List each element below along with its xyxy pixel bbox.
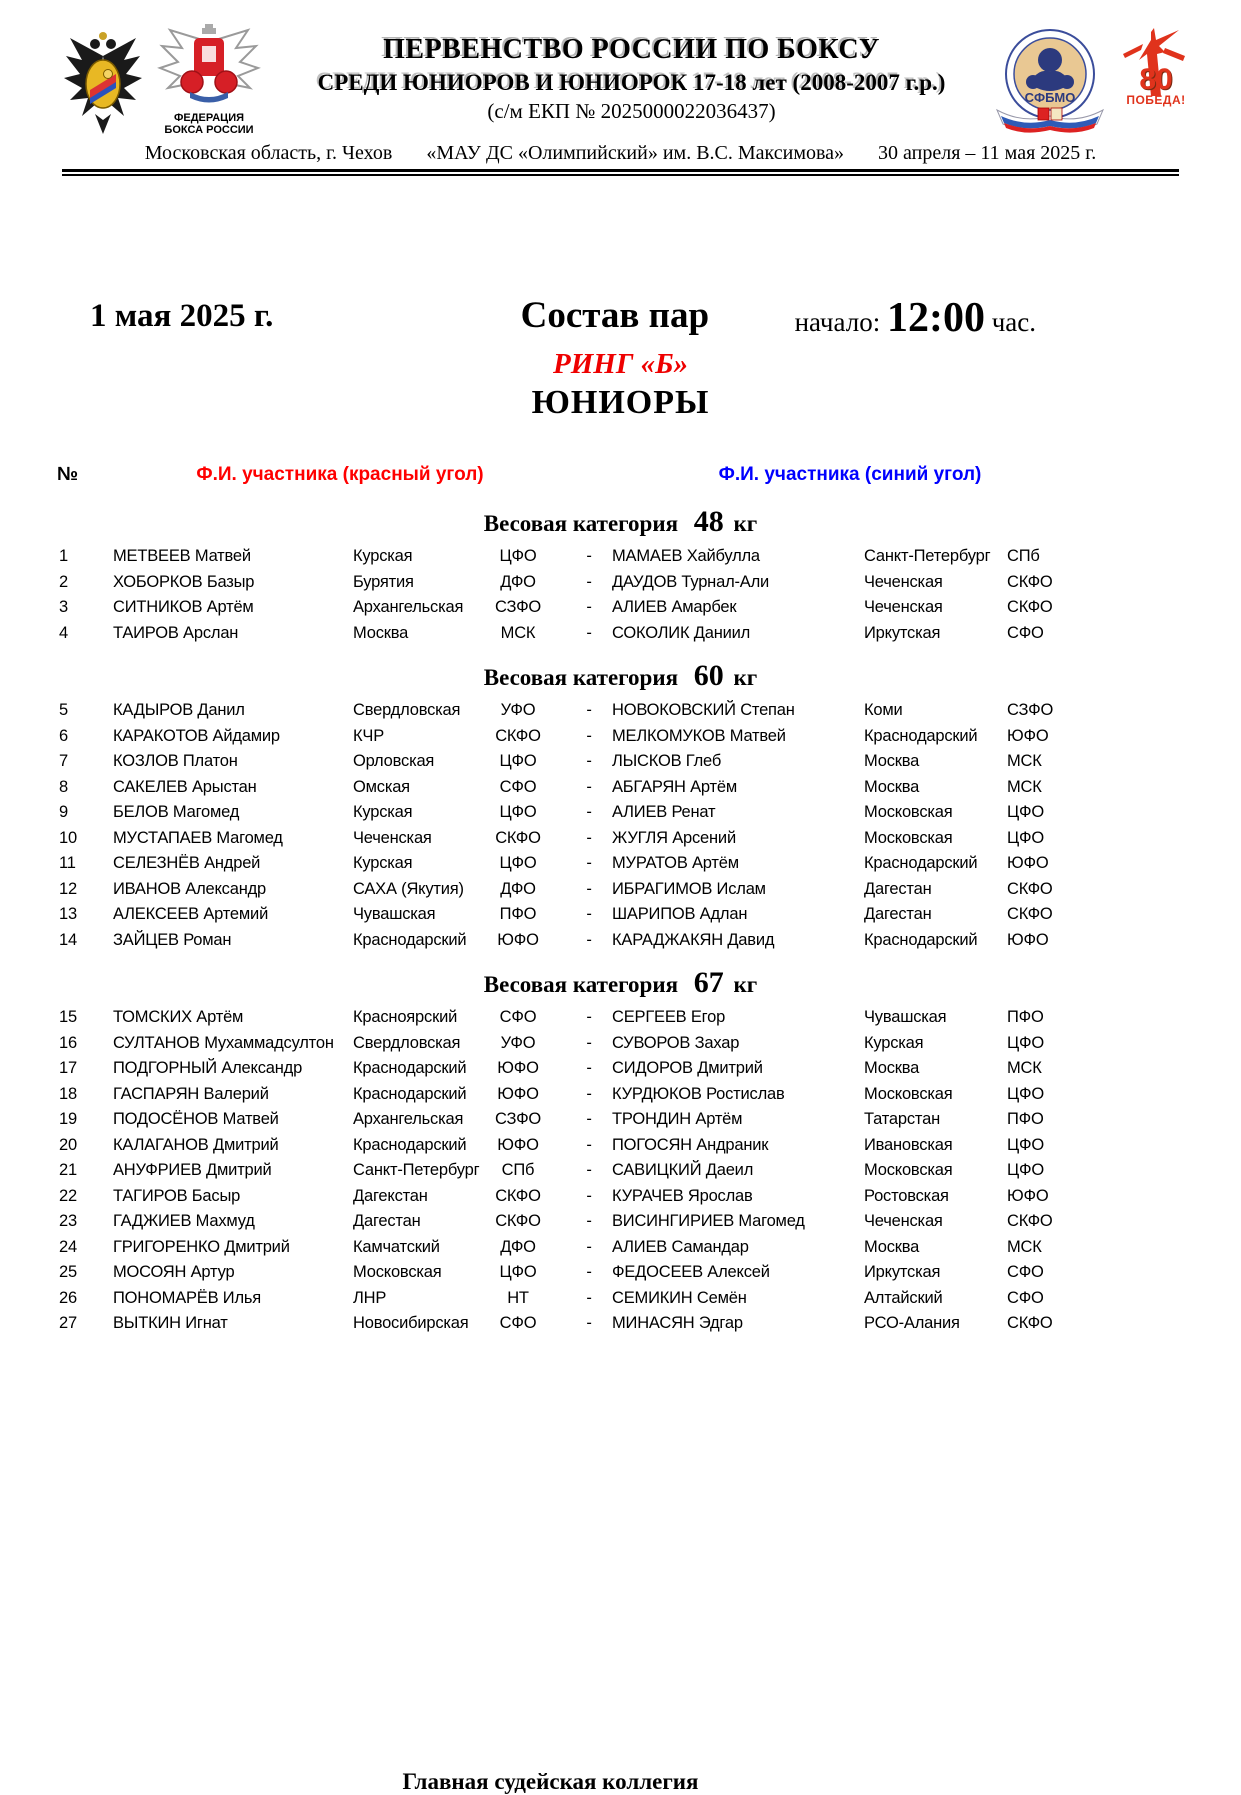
vs-dash: - [586, 547, 592, 566]
red-fighter-region: Чувашская [353, 905, 436, 924]
title-block [277, 26, 986, 124]
blue-fighter-district: ПФО [1007, 1008, 1044, 1027]
red-fighter-name: ГАСПАРЯН Валерий [113, 1084, 269, 1103]
red-fighter-name: КАЛАГАНОВ Дмитрий [113, 1135, 279, 1154]
pair-number: 21 [59, 1161, 77, 1180]
blue-fighter-name: КАРАДЖАКЯН Давид [612, 930, 775, 949]
pair-number: 10 [59, 828, 77, 847]
blue-fighter-region: Московская [864, 828, 953, 847]
red-fighter-district: ЮФО [497, 930, 539, 949]
blue-fighter-name: АЛИЕВ Амарбек [612, 598, 737, 617]
vs-dash: - [586, 752, 592, 771]
blue-fighter-name: АЛИЕВ Ренат [612, 803, 716, 822]
pair-row [0, 826, 1241, 852]
red-fighter-region: КЧР [353, 726, 385, 745]
pair-number: 26 [59, 1288, 77, 1307]
blue-fighter-region: Алтайский [864, 1288, 943, 1307]
blue-fighter-name: ЖУГЛЯ Арсений [612, 828, 736, 847]
vs-dash: - [586, 828, 592, 847]
red-fighter-name: АНУФРИЕВ Дмитрий [113, 1161, 272, 1180]
red-fighter-district: СЗФО [494, 598, 542, 617]
vs-dash: - [586, 1314, 592, 1333]
vs-dash: - [586, 803, 592, 822]
pair-number: 11 [59, 854, 76, 873]
blue-fighter-region: Краснодарский [864, 726, 978, 745]
blue-fighter-region: Татарстан [864, 1110, 940, 1129]
red-fighter-name: МУСТАПАЕВ Магомед [113, 828, 283, 847]
red-fighter-region: Московская [353, 1263, 442, 1282]
red-fighter-district: УФО [500, 1033, 536, 1052]
pair-row [0, 570, 1241, 596]
blue-fighter-district: ЦФО [1007, 1084, 1044, 1103]
red-fighter-name: СИТНИКОВ Артём [113, 598, 254, 617]
blue-fighter-name: МЕЛКОМУКОВ Матвей [612, 726, 786, 745]
header-logos-right [986, 26, 1191, 136]
blue-fighter-name: ПОГОСЯН Андраник [612, 1135, 769, 1154]
pair-number: 23 [59, 1212, 77, 1231]
blue-fighter-district: ПФО [1007, 1110, 1044, 1129]
vs-dash: - [586, 1263, 592, 1282]
blue-fighter-region: Иркутская [864, 1263, 941, 1282]
red-fighter-region: Краснодарский [353, 1059, 467, 1078]
vs-dash: - [586, 854, 592, 873]
red-fighter-name: СУЛТАНОВ Мухаммадсултон [113, 1033, 334, 1052]
category-label: Весовая категория [483, 972, 679, 997]
red-fighter-name: ТОМСКИХ Артём [113, 1008, 244, 1027]
red-fighter-district: ЮФО [497, 1084, 539, 1103]
blue-fighter-district: ЦФО [1007, 803, 1044, 822]
pair-number: 9 [59, 803, 68, 822]
blue-fighter-name: КУРАЧЕВ Ярослав [612, 1186, 753, 1205]
red-fighter-name: МЕТВЕЕВ Матвей [113, 547, 251, 566]
pair-row [0, 1082, 1241, 1108]
blue-fighter-district: ЮФО [1007, 854, 1049, 873]
red-fighter-region: Омская [353, 777, 410, 796]
blue-fighter-region: Коми [864, 701, 903, 720]
red-fighter-region: Краснодарский [353, 930, 467, 949]
red-fighter-region: Дагекстан [353, 1186, 428, 1205]
red-fighter-district: НТ [507, 1288, 529, 1307]
pairs-table [0, 464, 1241, 1337]
weight-value: 48 [693, 505, 724, 538]
red-fighter-region: Москва [353, 623, 409, 642]
red-fighter-name: ПОНОМАРЁВ Илья [113, 1288, 262, 1307]
federation-label: ФЕДЕРАЦИЯ БОКСА РОССИИ [164, 112, 254, 137]
blue-fighter-region: Ивановская [864, 1135, 953, 1154]
blue-fighter-region: Чеченская [864, 1212, 943, 1231]
vs-dash: - [586, 572, 592, 591]
red-fighter-name: МОСОЯН Артур [113, 1263, 235, 1282]
red-fighter-district: ЦФО [499, 1263, 537, 1282]
pair-number: 25 [59, 1263, 77, 1282]
header-logos-left [62, 26, 277, 138]
blue-fighter-name: СЕМИКИН Семён [612, 1288, 747, 1307]
pair-number: 5 [59, 701, 68, 720]
pair-number: 17 [59, 1059, 77, 1078]
pair-number: 3 [59, 598, 68, 617]
pair-row [0, 1158, 1241, 1184]
blue-fighter-district: ЦФО [1007, 1161, 1044, 1180]
pair-number: 4 [59, 623, 68, 642]
category-label: Весовая категория [483, 511, 679, 536]
pair-number: 8 [59, 777, 68, 796]
blue-fighter-district: СКФО [1007, 1314, 1053, 1333]
vs-dash: - [586, 598, 592, 617]
red-fighter-name: САКЕЛЕВ Арыстан [113, 777, 257, 796]
blue-fighter-district: ЦФО [1007, 828, 1044, 847]
red-fighter-region: Камчатский [353, 1237, 440, 1256]
pair-number: 6 [59, 726, 68, 745]
blue-fighter-region: Московская [864, 1161, 953, 1180]
weight-unit: кг [733, 665, 758, 690]
red-fighter-region: Курская [353, 803, 413, 822]
pair-row [0, 1286, 1241, 1312]
blue-fighter-district: МСК [1007, 777, 1042, 796]
red-fighter-region: Свердловская [353, 1033, 461, 1052]
blue-fighter-region: РСО-Алания [864, 1314, 960, 1333]
blue-fighter-name: ЛЫСКОВ Глеб [612, 752, 722, 771]
pair-number: 2 [59, 572, 68, 591]
red-fighter-district: ДФО [500, 1237, 536, 1256]
vs-dash: - [586, 1033, 592, 1052]
blue-fighter-region: Краснодарский [864, 930, 978, 949]
vs-dash: - [586, 1212, 592, 1231]
pair-number: 18 [59, 1084, 77, 1103]
blue-fighter-name: КУРДЮКОВ Ростислав [612, 1084, 785, 1103]
blue-fighter-region: Москва [864, 1059, 920, 1078]
weight-value: 67 [693, 966, 724, 999]
start-time-value: 12:00 [886, 295, 985, 341]
pair-number: 27 [59, 1314, 77, 1333]
pair-row [0, 1107, 1241, 1133]
red-fighter-district: УФО [500, 701, 536, 720]
blue-fighter-region: Дагестан [864, 905, 932, 924]
red-fighter-district: ПФО [499, 905, 537, 924]
red-fighter-district: ЦФО [499, 752, 537, 771]
blue-fighter-district: СФО [1007, 623, 1044, 642]
weight-category-heading [0, 505, 1241, 539]
pair-number: 22 [59, 1186, 77, 1205]
pair-row [0, 698, 1241, 724]
vs-dash: - [586, 726, 592, 745]
red-fighter-region: Курская [353, 547, 413, 566]
blue-fighter-district: СКФО [1007, 879, 1053, 898]
blue-fighter-district: МСК [1007, 1237, 1042, 1256]
red-fighter-name: ГРИГОРЕНКО Дмитрий [113, 1237, 290, 1256]
blue-corner-column-header: Ф.И. участника (синий угол) [718, 464, 982, 485]
pair-number: 20 [59, 1135, 77, 1154]
victory-80-logo [1121, 26, 1191, 136]
red-fighter-region: Архангельская [353, 598, 464, 617]
vs-dash: - [586, 1237, 592, 1256]
pair-row [0, 928, 1241, 954]
weight-value: 60 [693, 659, 724, 692]
pair-row [0, 1005, 1241, 1031]
red-fighter-name: ТАИРОВ Арслан [113, 623, 239, 642]
red-fighter-district: ЦФО [499, 547, 537, 566]
blue-fighter-name: ВИСИНГИРИЕВ Магомед [612, 1212, 805, 1231]
weight-unit: кг [733, 511, 758, 536]
vs-dash: - [586, 1161, 592, 1180]
red-fighter-district: СКФО [495, 828, 541, 847]
pair-row [0, 877, 1241, 903]
pair-row [0, 621, 1241, 647]
pair-number: 13 [59, 905, 77, 924]
pair-row [0, 800, 1241, 826]
blue-fighter-district: ЦФО [1007, 1135, 1044, 1154]
blue-fighter-district: СПб [1007, 547, 1040, 566]
red-fighter-name: ИВАНОВ Александр [113, 879, 267, 898]
pair-row [0, 1133, 1241, 1159]
weight-sections [0, 505, 1241, 1337]
pair-row [0, 775, 1241, 801]
blue-fighter-region: Чувашская [864, 1008, 947, 1027]
weight-unit: кг [733, 972, 758, 997]
blue-fighter-region: Краснодарский [864, 854, 978, 873]
blue-fighter-region: Дагестан [864, 879, 932, 898]
event-date: 1 мая 2025 г. [90, 298, 274, 334]
red-fighter-name: ХОБОРКОВ Базыр [113, 572, 255, 591]
pair-row [0, 595, 1241, 621]
blue-fighter-name: СИДОРОВ Дмитрий [612, 1059, 763, 1078]
header-divider [62, 169, 1179, 176]
blue-fighter-region: Курская [864, 1033, 924, 1052]
boxing-federation-emblem [150, 26, 268, 138]
pair-row [0, 1209, 1241, 1235]
blue-fighter-name: МУРАТОВ Артём [612, 854, 739, 873]
red-fighter-district: СФО [499, 1008, 537, 1027]
blue-fighter-district: ЮФО [1007, 726, 1049, 745]
pair-row [0, 1235, 1241, 1261]
red-fighter-name: ПОДГОРНЫЙ Александр [113, 1059, 303, 1078]
blue-fighter-region: Москва [864, 752, 920, 771]
red-fighter-district: СФО [499, 1314, 537, 1333]
red-fighter-district: СЗФО [494, 1110, 542, 1129]
red-fighter-region: Архангельская [353, 1110, 464, 1129]
vs-dash: - [586, 905, 592, 924]
blue-fighter-name: АБГАРЯН Артём [612, 777, 738, 796]
location-place: Московская область, г. Чехов [144, 142, 393, 164]
doc-title-line1: ПЕРВЕНСТВО РОССИИ ПО БОКСУ [383, 34, 880, 65]
vs-dash: - [586, 930, 592, 949]
vs-dash: - [586, 1059, 592, 1078]
blue-fighter-region: Чеченская [864, 572, 943, 591]
blue-fighter-region: Ростовская [864, 1186, 949, 1205]
red-fighter-region: ЛНР [353, 1288, 387, 1307]
pair-row [0, 724, 1241, 750]
red-fighter-district: ЦФО [499, 854, 537, 873]
red-fighter-region: Краснодарский [353, 1084, 467, 1103]
red-fighter-district: МСК [500, 623, 536, 642]
blue-fighter-name: АЛИЕВ Самандар [612, 1237, 749, 1256]
category-label: Весовая категория [483, 665, 679, 690]
document-header [0, 0, 1241, 138]
red-fighter-region: Чеченская [353, 828, 432, 847]
pair-number: 19 [59, 1110, 77, 1129]
red-fighter-region: САХА (Якутия) [353, 879, 464, 898]
pair-row [0, 544, 1241, 570]
pair-row [0, 1031, 1241, 1057]
event-title: Состав пар [520, 295, 710, 336]
pair-row [0, 1311, 1241, 1337]
red-fighter-region: Бурятия [353, 572, 414, 591]
ring-title: РИНГ «Б» [552, 348, 689, 380]
vs-dash: - [586, 1135, 592, 1154]
blue-fighter-district: МСК [1007, 1059, 1042, 1078]
red-fighter-name: БЕЛОВ Магомед [113, 803, 240, 822]
svg-text:СФБМО: СФБМО [1024, 90, 1076, 105]
start-suffix: час. [991, 307, 1036, 337]
red-fighter-region: Свердловская [353, 701, 461, 720]
red-corner-column-header: Ф.И. участника (красный угол) [196, 464, 484, 485]
blue-fighter-region: Московская [864, 1084, 953, 1103]
doc-title-line2: СРЕДИ ЮНИОРОВ И ЮНИОРОК 17-18 лет (2008-2007 г.р.) [317, 70, 946, 95]
pair-number: 15 [59, 1008, 77, 1027]
red-fighter-district: СКФО [495, 726, 541, 745]
blue-fighter-name: САВИЦКИЙ Даеил [612, 1161, 754, 1180]
blue-fighter-name: ШАРИПОВ Адлан [612, 905, 748, 924]
blue-fighter-district: СЗФО [1007, 701, 1054, 720]
red-fighter-district: СКФО [495, 1212, 541, 1231]
blue-fighter-district: СКФО [1007, 905, 1053, 924]
blue-fighter-name: ТРОНДИН Артём [612, 1110, 743, 1129]
blue-fighter-name: ФЕДОСЕЕВ Алексей [612, 1263, 770, 1282]
weight-category-heading [0, 966, 1241, 1000]
pobeda-80-number: 80 [1139, 63, 1173, 96]
vs-dash: - [586, 701, 592, 720]
ministry-sport-eagle-emblem [62, 26, 144, 138]
vs-dash: - [586, 1288, 592, 1307]
blue-fighter-region: Московская [864, 803, 953, 822]
blue-fighter-name: ИБРАГИМОВ Ислам [612, 879, 766, 898]
doc-title-line3: (с/м ЕКП № 2025000022036437) [487, 99, 776, 123]
pair-row [0, 1056, 1241, 1082]
vs-dash: - [586, 623, 592, 642]
red-fighter-name: ПОДОСЁНОВ Матвей [113, 1110, 279, 1129]
red-fighter-name: КАРАКОТОВ Айдамир [113, 726, 280, 745]
red-fighter-region: Краснодарский [353, 1135, 467, 1154]
red-fighter-district: ЮФО [497, 1059, 539, 1078]
pair-number: 12 [59, 879, 77, 898]
blue-fighter-district: МСК [1007, 752, 1042, 771]
red-fighter-name: ЗАЙЦЕВ Роман [113, 930, 232, 949]
red-fighter-region: Красноярский [353, 1008, 458, 1027]
red-fighter-region: Санкт-Петербург [353, 1161, 480, 1180]
blue-fighter-name: НОВОКОВСКИЙ Степан [612, 701, 795, 720]
pair-number: 14 [59, 930, 77, 949]
red-fighter-region: Орловская [353, 752, 435, 771]
weight-category-heading [0, 659, 1241, 693]
red-fighter-region: Дагестан [353, 1212, 421, 1231]
table-column-headers [0, 464, 1241, 492]
blue-fighter-name: СЕРГЕЕВ Егор [612, 1008, 726, 1027]
blue-fighter-region: Иркутская [864, 623, 941, 642]
pair-number: 1 [59, 547, 68, 566]
location-line [0, 142, 1241, 165]
blue-fighter-region: Чеченская [864, 598, 943, 617]
vs-dash: - [586, 1110, 592, 1129]
blue-fighter-name: СОКОЛИК Даниил [612, 623, 751, 642]
vs-dash: - [586, 879, 592, 898]
event-start-time [795, 294, 1036, 342]
pair-number: 7 [59, 752, 68, 771]
blue-fighter-name: МАМАЕВ Хайбулла [612, 547, 760, 566]
red-fighter-district: ЮФО [497, 1135, 539, 1154]
red-fighter-region: Новосибирская [353, 1314, 469, 1333]
blue-fighter-district: СКФО [1007, 598, 1053, 617]
pair-row [0, 1184, 1241, 1210]
red-fighter-name: ТАГИРОВ Басыр [113, 1186, 241, 1205]
blue-fighter-district: СФО [1007, 1263, 1044, 1282]
pair-row [0, 1260, 1241, 1286]
blue-fighter-district: ЮФО [1007, 1186, 1049, 1205]
red-fighter-name: АЛЕКСЕЕВ Артемий [113, 905, 269, 924]
pair-number: 24 [59, 1237, 77, 1256]
pair-row [0, 749, 1241, 775]
vs-dash: - [586, 777, 592, 796]
red-fighter-district: ДФО [500, 572, 536, 591]
red-fighter-district: ДФО [500, 879, 536, 898]
vs-dash: - [586, 1008, 592, 1027]
blue-fighter-region: Москва [864, 777, 920, 796]
red-fighter-district: СПб [501, 1161, 535, 1180]
blue-fighter-name: ДАУДОВ Турнал-Али [612, 572, 770, 591]
red-fighter-name: КОЗЛОВ Платон [113, 752, 238, 771]
red-fighter-name: СЕЛЕЗНЁВ Андрей [113, 854, 261, 873]
blue-fighter-region: Москва [864, 1237, 920, 1256]
vs-dash: - [586, 1186, 592, 1205]
red-fighter-district: ЦФО [499, 803, 537, 822]
start-label: начало: [794, 307, 881, 337]
red-fighter-name: ГАДЖИЕВ Махмуд [113, 1212, 255, 1231]
blue-fighter-region: Санкт-Петербург [864, 547, 991, 566]
red-fighter-name: ВЫТКИН Игнат [113, 1314, 228, 1333]
blue-fighter-name: СУВОРОВ Захар [612, 1033, 740, 1052]
red-fighter-district: СКФО [495, 1186, 541, 1205]
group-title: ЮНИОРЫ [531, 384, 710, 421]
number-column-header: № [57, 464, 79, 485]
blue-fighter-name: МИНАСЯН Эдгар [612, 1314, 743, 1333]
blue-fighter-district: ЮФО [1007, 930, 1049, 949]
blue-fighter-district: СФО [1007, 1288, 1044, 1307]
footer-judges-panel: Главная судейская коллегия [402, 1768, 699, 1794]
location-venue: «МАУ ДС «Олимпийский» им. В.С. Максимова» [426, 142, 845, 164]
blue-fighter-district: ЦФО [1007, 1033, 1044, 1052]
pair-row [0, 902, 1241, 928]
pair-row [0, 851, 1241, 877]
event-heading [0, 294, 1241, 422]
pobeda-label: ПОБЕДА! [1126, 93, 1186, 107]
red-fighter-name: КАДЫРОВ Данил [113, 701, 245, 720]
blue-fighter-district: СКФО [1007, 1212, 1053, 1231]
pair-number: 16 [59, 1033, 77, 1052]
red-fighter-region: Курская [353, 854, 413, 873]
sfbmo-logo [989, 26, 1111, 136]
location-dates: 30 апреля – 11 мая 2025 г. [878, 142, 1097, 164]
vs-dash: - [586, 1084, 592, 1103]
blue-fighter-district: СКФО [1007, 572, 1053, 591]
red-fighter-district: СФО [499, 777, 537, 796]
